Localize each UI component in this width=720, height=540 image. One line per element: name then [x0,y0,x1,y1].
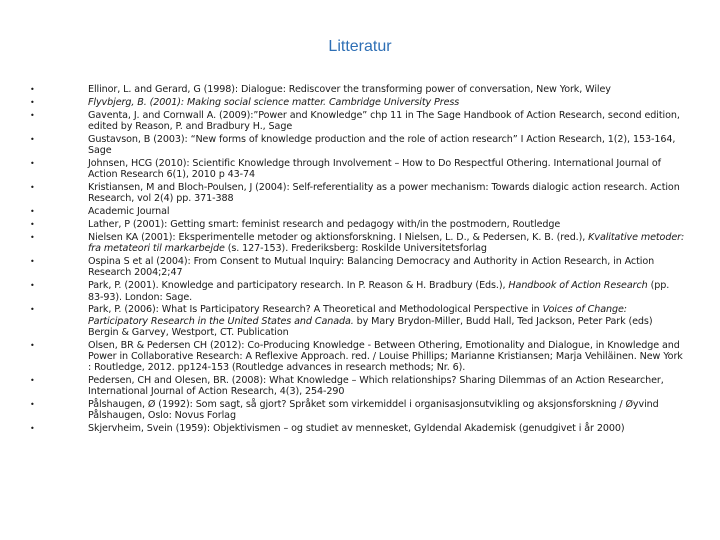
bullet-icon: • [30,97,35,107]
reference-title-italic: Handbook of Action Research [508,280,648,292]
reference-text [88,158,685,180]
bullet-icon: • [30,340,35,350]
reference-text-part: Olsen, BR & Pedersen CH (2012): Co-Producing Knowledge - Between Othering, Emotionality and Dialogue, in Knowledge and Power in Collaborative Research: A Reflexive Approach. red. / Louise Phillips; Marianne Kristiansen; Marja Vehiläinen. New York : Routledge, 2012. pp124-153 (Routledge advances in research methods; Nr. 6). [88,339,683,373]
bullet-icon: • [30,159,35,169]
reference-title-italic: Flyvbjerg, B. (2001): Making social science matter. Cambridge University Press [88,96,460,108]
bullet-icon: • [30,375,35,385]
reference-item [30,256,685,278]
bullet-icon: • [30,305,35,315]
reference-text [88,280,685,302]
reference-text-part: Ellinor, L. and Gerard, G (1998): Dialogue: Rediscover the transforming power of conversation, New York, Wiley [88,84,611,95]
reference-text [88,423,685,434]
reference-text [88,399,685,421]
reference-text-part: Pålshaugen, Ø (1992): Som sagt, så gjort? Språket som virkemiddel i organisasjonsutvikling og aksjonsforskning / Øyvind Pålshaugen, Oslo: Novus Forlag [88,398,659,421]
reference-text [88,219,685,230]
reference-item [30,110,685,132]
reference-text-part: Nielsen KA (2001): Eksperimentelle metoder og aktionsforskning. I Nielsen, L. D., & Pedersen, K. B. (red.), [88,232,589,244]
reference-item [30,423,685,434]
bullet-icon: • [30,207,35,217]
reference-text [88,97,685,108]
reference-text-part: (pp. 83-93). London: Sage. [88,280,670,303]
reference-text-part: Johnsen, HCG (2010): Scientific Knowledge through Involvement – How to Do Respectful Othering. International Journal of Action Research 6(1), 2010 p 43-74 [88,158,661,181]
bullet-icon: • [30,183,35,193]
bullet-icon: • [30,220,35,230]
bullet-icon: • [30,233,35,243]
reference-text [88,84,685,95]
reference-text-part: Kristiansen, M and Bloch-Poulsen, J (2004): Self-referentiality as a power mechanism: Towards dialogic action research. Action Research, vol 2(4) pp. 371-388 [88,182,680,205]
reference-item [30,304,685,337]
reference-item [30,375,685,397]
reference-text [88,134,685,156]
bullet-icon: • [30,110,35,120]
reference-text-part: by Mary Brydon-Miller, Budd Hall, Ted Jackson, Peter Park (eds) Bergin & Garvey, Westport, CT. Publication [88,315,653,338]
reference-text [88,304,685,337]
bullet-icon: • [30,281,35,291]
reference-text-part: (s. 127-153). Frederiksberg: Roskilde Universitetsforlag [224,243,487,255]
reference-text [88,375,685,397]
reference-text-part: Park, P. (2006): What Is Participatory Research? A Theoretical and Methodological Perspective in [88,304,543,316]
bullet-icon: • [30,257,35,267]
reference-text-part: Academic Journal [88,206,170,218]
reference-text [88,110,685,132]
reference-title-italic: Kvalitative metoder: fra metateori til markarbejde [88,232,685,255]
reference-item [30,206,685,217]
reference-item [30,399,685,421]
reference-text-part: Lather, P (2001): Getting smart: feminist research and pedagogy with/in the postmodern, Routledge [88,219,561,231]
reference-item [30,219,685,230]
reference-text-part: Park, P. (2001). Knowledge and participatory research. In P. Reason & H. Bradbury (Eds.), [88,280,509,292]
reference-title-italic: Voices of Change: Participatory Research in the United States and Canada. [88,304,627,327]
reference-text [88,182,685,204]
reference-item [30,134,685,156]
bullet-icon: • [30,85,35,94]
page-title: Litteratur [328,38,392,55]
reference-item [30,182,685,204]
reference-text [88,232,685,254]
reference-item [30,232,685,254]
reference-item [30,280,685,302]
reference-item [30,97,685,108]
reference-text-part: Gaventa, J. and Cornwall A. (2009):”Power and Knowledge” chp 11 in The Sage Handbook of Action Research, second edition, edited by Reason, P. and Bradbury H., Sage [88,109,680,133]
reference-text [88,340,685,373]
reference-item [30,84,685,95]
reference-text-part: Ospina S et al (2004): From Consent to Mutual Inquiry: Balancing Democracy and Authority in Action Research, in Action Research 2004;2;47 [88,256,655,279]
reference-item [30,340,685,373]
reference-text-part: Skjervheim, Svein (1959): Objektivismen – og studiet av mennesket, Gyldendal Akademisk (genudgivet i år 2000) [88,422,625,434]
reference-text-part: Pedersen, CH and Olesen, BR. (2008): What Knowledge – Which relationships? Sharing Dilemmas of an Action Researcher, International Journal of Action Research, 4(3), 254-290 [88,374,664,397]
bullet-icon: • [30,423,35,433]
reference-text-part: Gustavson, B (2003): “New forms of knowledge production and the role of action research” I Action Research, 1(2), 153-164, Sage [88,134,676,157]
reference-text [88,206,685,217]
bullet-icon: • [30,399,35,409]
reference-list [30,84,685,436]
reference-item [30,158,685,180]
bullet-icon: • [30,135,35,145]
reference-text [88,256,685,278]
